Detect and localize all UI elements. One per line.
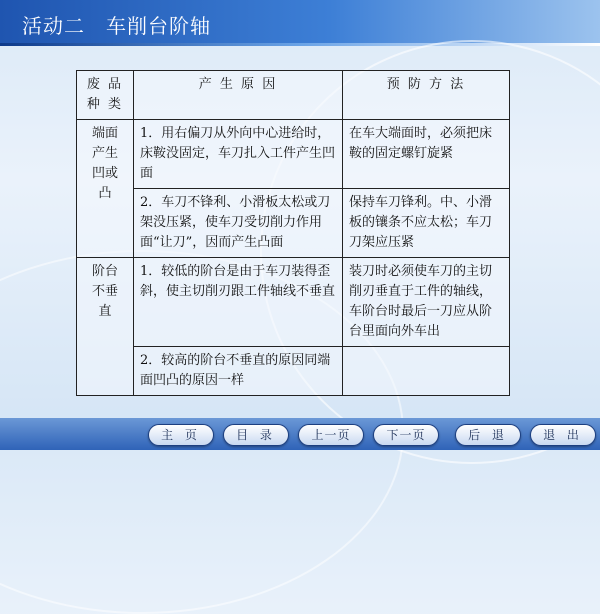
prevention-cell: 保持车刀锋利。中、小滑板的镶条不应太松；车刀刀架应压紧 <box>343 189 510 258</box>
cause-cell: 1．用右偏刀从外向中心进给时，床鞍没固定，车刀扎入工件产生凹面 <box>134 120 343 189</box>
header-cause: 产 生 原 因 <box>134 71 343 120</box>
cause-cell: 2．较高的阶台不垂直的原因同端面凹凸的原因一样 <box>134 347 343 396</box>
defects-table <box>76 70 510 396</box>
cause-cell: 2．车刀不锋利、小滑板太松或刀架没压紧，使车刀受切削力作用面“让刀”，因而产生凸面 <box>134 189 343 258</box>
back-button[interactable]: 后 退 <box>455 424 521 446</box>
header-prevention: 预 防 方 法 <box>343 71 510 120</box>
contents-button[interactable]: 目 录 <box>223 424 289 446</box>
home-button[interactable]: 主 页 <box>148 424 214 446</box>
exit-button[interactable]: 退 出 <box>530 424 596 446</box>
next-page-button[interactable]: 下一页 <box>373 424 439 446</box>
prevention-cell: 装刀时必须使车刀的主切削刃垂直于工件的轴线，车阶台时最后一刀应从阶台里面向外车出 <box>343 258 510 347</box>
table-row <box>77 258 510 347</box>
table-header-row <box>77 71 510 120</box>
header-category: 废 品 种 类 <box>77 71 134 120</box>
prevention-cell <box>343 347 510 396</box>
table-row <box>77 347 510 396</box>
category-cell: 阶台 不垂 直 <box>77 258 134 396</box>
prevention-cell: 在车大端面时，必须把床鞍的固定螺钉旋紧 <box>343 120 510 189</box>
navigation-bar <box>0 418 600 450</box>
table-row <box>77 189 510 258</box>
title-bar <box>0 0 600 46</box>
table-row <box>77 120 510 189</box>
page-title: 活动二 车削台阶轴 <box>22 14 211 38</box>
category-cell: 端面 产生 凹或 凸 <box>77 120 134 258</box>
cause-cell: 1．较低的阶台是由于车刀装得歪斜，使主切削刃跟工件轴线不垂直 <box>134 258 343 347</box>
previous-page-button[interactable]: 上一页 <box>298 424 364 446</box>
